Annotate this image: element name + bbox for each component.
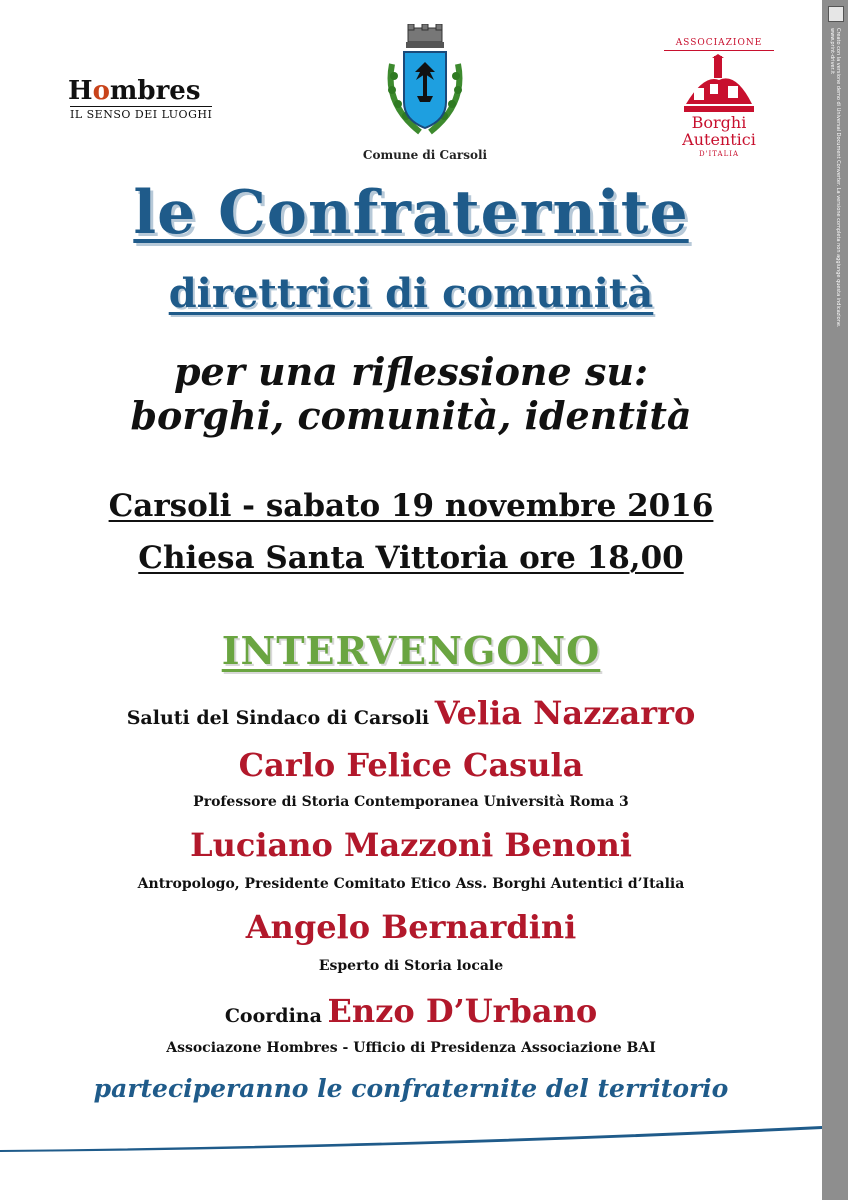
converter-notice: Creato con la versione demo di Universal Document Converter. La versione completa non aggiunge questa indicazione. www.print-driver.it xyxy=(829,28,841,328)
village-icon xyxy=(684,54,754,112)
main-title: le Confraternite xyxy=(133,178,689,248)
decorative-swoosh xyxy=(0,1124,822,1154)
coat-of-arms-icon xyxy=(370,24,480,144)
speaker-4-name: Angelo Bernardini xyxy=(245,908,577,946)
moderator-name: Enzo D’Urbano xyxy=(327,992,598,1030)
borghi-association-label: ASSOCIAZIONE xyxy=(664,38,774,51)
borghi-italia: D'ITALIA xyxy=(698,150,740,158)
hombres-tagline: IL SENSO DEI LUOGHI xyxy=(70,108,213,121)
borghi-name: Borghi Autentici xyxy=(682,113,756,149)
moderator-role: Associazone Hombres - Ufficio di Presidenza Associazione BAI xyxy=(166,1040,656,1056)
event-place: Chiesa Santa Vittoria ore 18,00 xyxy=(138,540,684,576)
comune-logo xyxy=(340,24,510,170)
converter-logo-icon xyxy=(828,6,844,22)
speaker-4-role: Esperto di Storia locale xyxy=(318,958,504,974)
hombres-wordmark: Hombres xyxy=(68,76,201,106)
footer-note: parteciperanno le confraternite del territorio xyxy=(93,1074,729,1103)
speaker-2-role: Professore di Storia Contemporanea Università Roma 3 xyxy=(193,794,629,810)
greeting-line xyxy=(0,694,822,732)
event-date: Carsoli - sabato 19 novembre 2016 xyxy=(108,488,714,524)
speaker-3-name: Luciano Mazzoni Benoni xyxy=(190,826,632,864)
tagline-line-2: borghi, comunità, identità xyxy=(130,393,692,438)
speaker-3-role: Antropologo, Presidente Comitato Etico Ass. Borghi Autentici d’Italia xyxy=(137,876,685,892)
greeting-name: Velia Nazzarro xyxy=(434,694,696,732)
borghi-autentici-logo xyxy=(664,38,774,170)
converter-sidebar xyxy=(822,0,848,1200)
speakers-heading: INTERVENGONO xyxy=(221,628,601,673)
hombres-logo xyxy=(68,76,220,124)
speaker-2-name: Carlo Felice Casula xyxy=(238,746,584,784)
comune-label: Comune di Carsoli xyxy=(362,148,488,162)
tagline xyxy=(0,350,822,438)
tagline-line-1: per una riflessione su: xyxy=(173,349,649,394)
moderator-prefix: Coordina xyxy=(224,1005,322,1027)
moderator-line xyxy=(0,992,822,1030)
greeting-prefix: Saluti del Sindaco di Carsoli xyxy=(126,707,430,729)
subtitle: direttrici di comunità xyxy=(168,270,654,317)
